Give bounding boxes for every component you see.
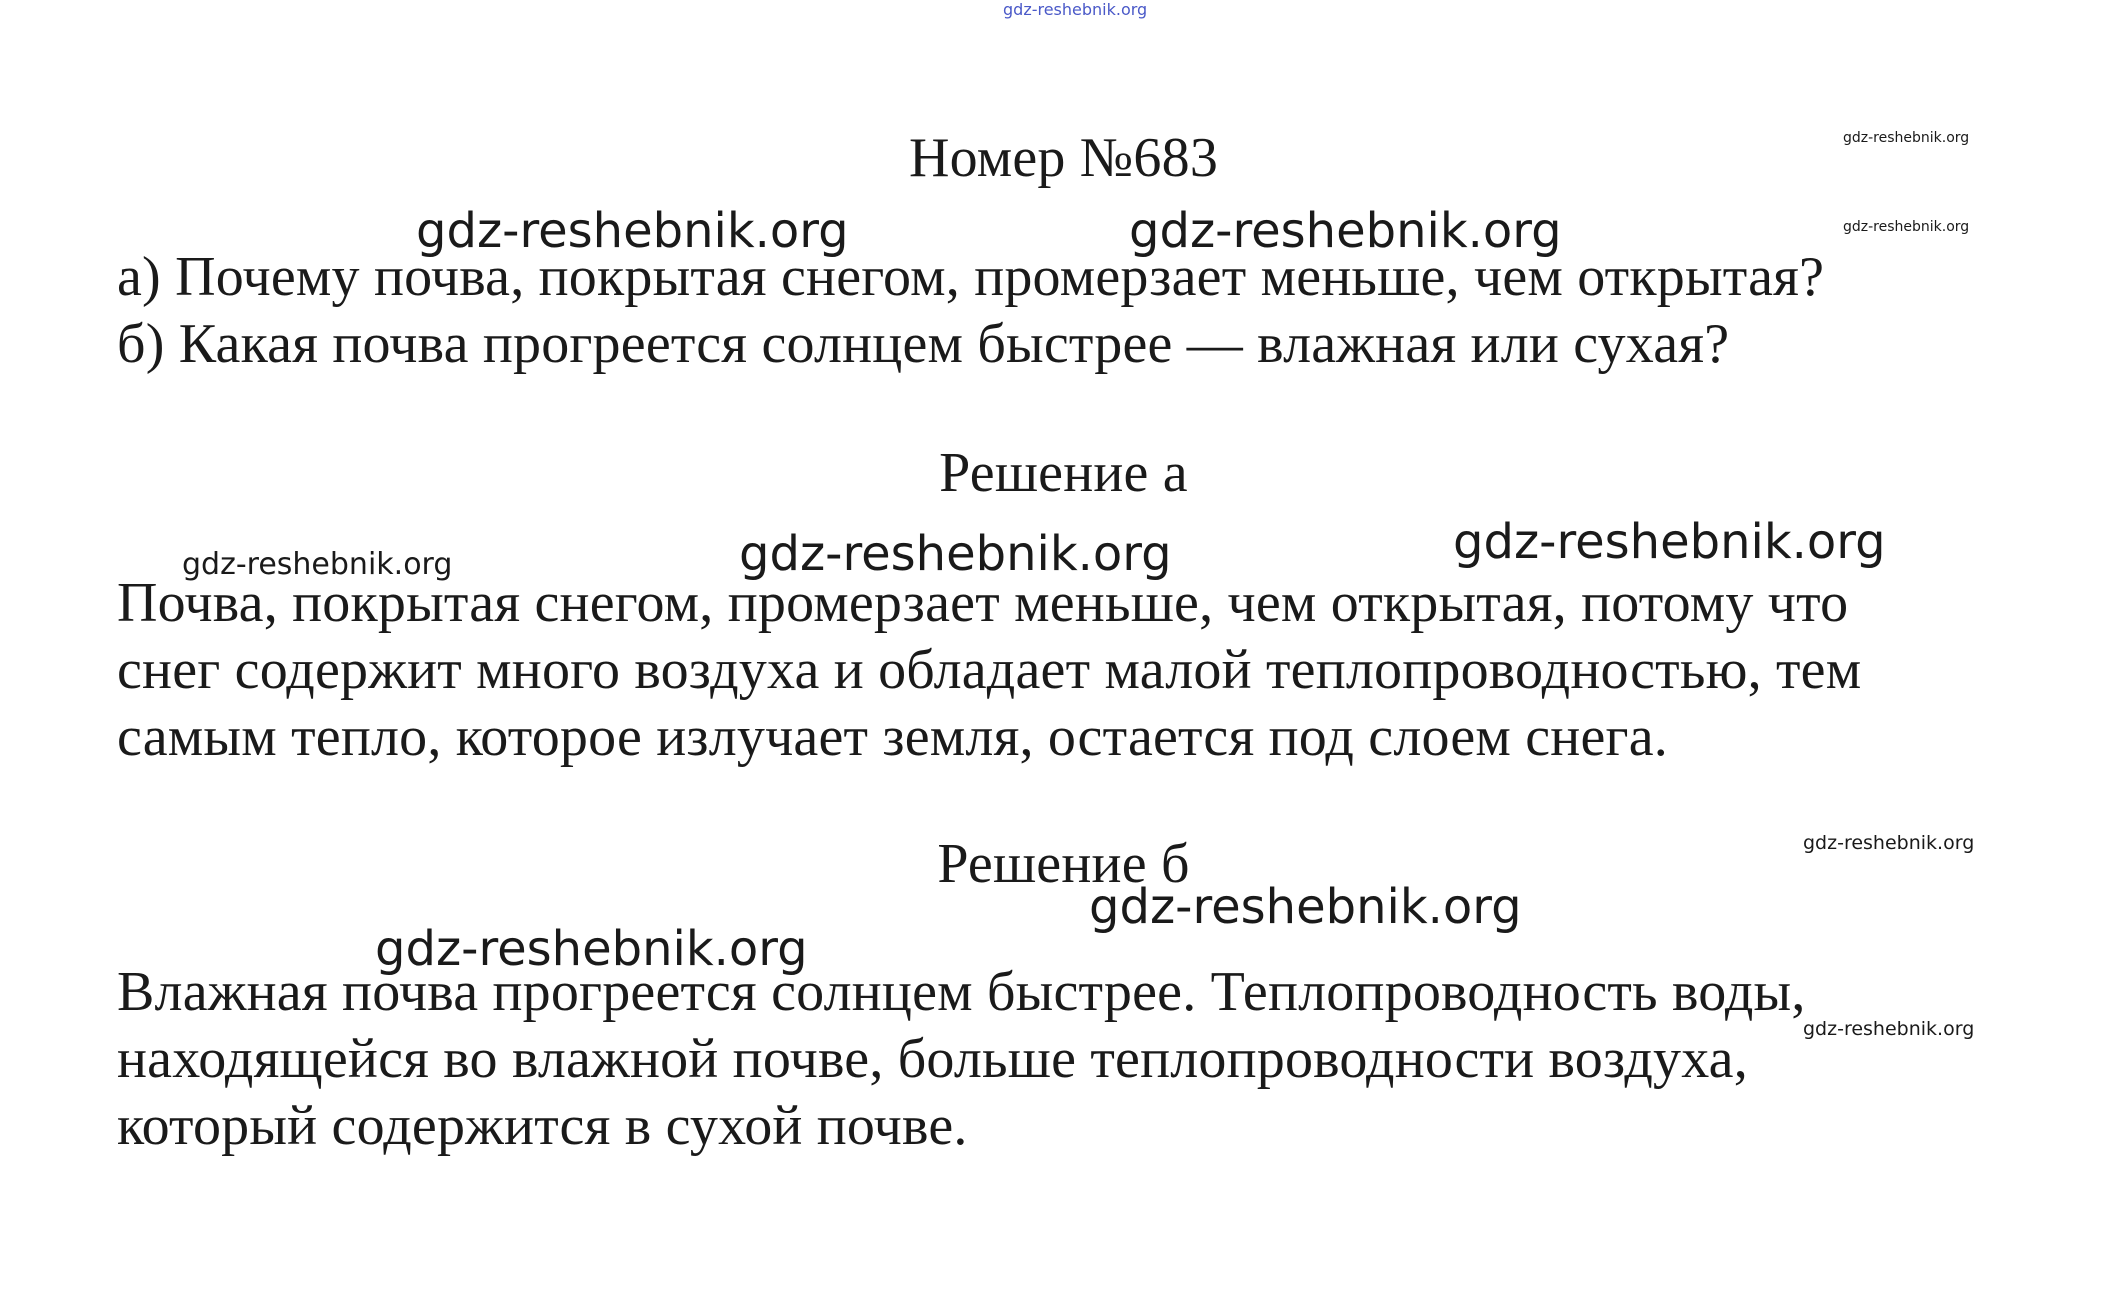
page-title: Номер №683: [908, 127, 1219, 189]
watermark-text: gdz-reshebnik.org: [739, 526, 1172, 582]
watermark-text: gdz-reshebnik.org: [1129, 203, 1562, 259]
solution-b-text: [117, 959, 2047, 1160]
questions: [117, 244, 2047, 378]
solution-a-line: Почва, покрытая снегом, промерзает меньше, чем открытая, потому что: [117, 572, 1849, 634]
header-watermark: gdz-reshebnik.org: [1003, 0, 1148, 19]
watermark-text: gdz-reshebnik.org: [1089, 879, 1522, 935]
question-b: б) Какая почва прогреется солнцем быстрее — влажная или сухая?: [117, 313, 1730, 375]
watermark-text: gdz-reshebnik.org: [375, 921, 808, 977]
watermark-text: gdz-reshebnik.org: [1843, 219, 1970, 235]
watermark-text: gdz-reshebnik.org: [1803, 832, 1975, 854]
watermark-text: gdz-reshebnik.org: [1453, 514, 1886, 570]
watermark-text: gdz-reshebnik.org: [1803, 1018, 1975, 1040]
watermark-text: gdz-reshebnik.org: [416, 203, 849, 259]
solution-a-line: снег содержит много воздуха и обладает малой теплопроводностью, тем: [117, 639, 1862, 701]
watermark-text: gdz-reshebnik.org: [182, 547, 453, 582]
watermark-text: gdz-reshebnik.org: [1843, 130, 1970, 146]
solution-a-heading: Решение а: [939, 442, 1188, 504]
solution-a-line: самым тепло, которое излучает земля, остается под слоем снега.: [117, 706, 1668, 768]
solution-b-heading: Решение б: [937, 833, 1190, 895]
solution-b-line: который содержится в сухой почве.: [117, 1095, 968, 1157]
solution-b-line: находящейся во влажной почве, больше теплопроводности воздуха,: [117, 1028, 1748, 1090]
solution-a-text: [117, 570, 2047, 771]
question-a: а) Почему почва, покрытая снегом, промерзает меньше, чем открытая?: [117, 246, 1825, 308]
solution-b-line: Влажная почва прогреется солнцем быстрее. Теплопроводность воды,: [117, 961, 1806, 1023]
